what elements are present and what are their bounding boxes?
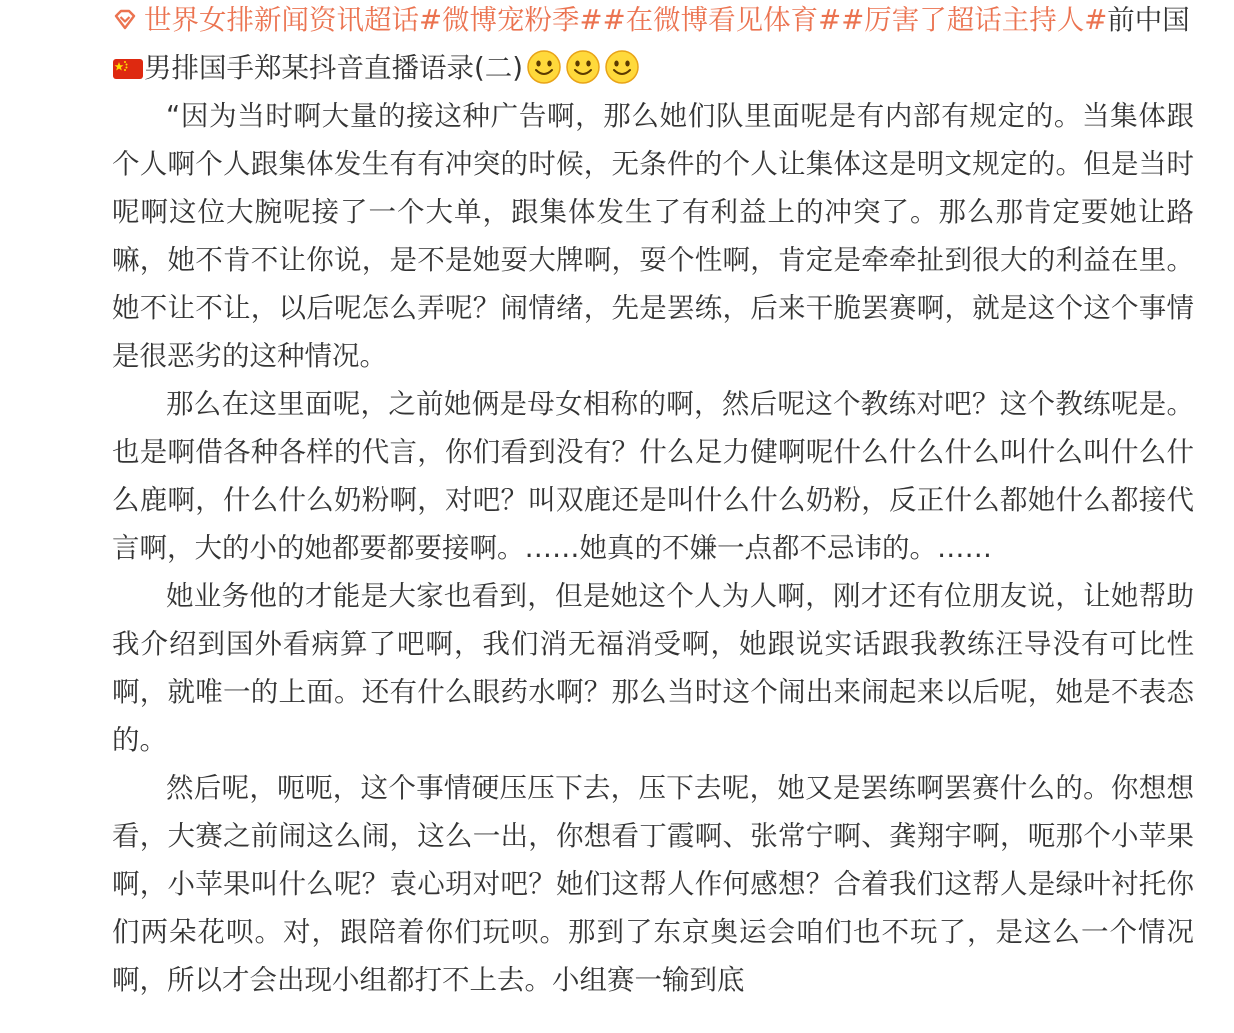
hashtag-link-sports[interactable]: #在微博看见体育# <box>602 4 842 36</box>
smiley-face-icon <box>565 49 601 85</box>
post-topics-line <box>112 0 1194 44</box>
post-paragraph: 然后呢，呃呃，这个事情硬压压下去，压下去呢，她又是罢练啊罢赛什么的。你想想看，大赛之前闹这么闹，这么一出，你想看丁霞啊、张常宁啊、龚翔宇啊，呃那个小苹果啊，小苹果叫什么呢？袁心玥对吧？她们这帮人作何感想？合着我们这帮人是绿叶衬托你们两朵花呗。对，跟陪着你们玩呗。那到了东京奥运会咱们也不玩了，是这么一个情况啊，所以才会出现小组都打不上去。小组赛一输到底 <box>112 772 1194 996</box>
supertopic-diamond-icon <box>112 7 138 33</box>
post-title-line <box>112 44 1194 92</box>
hashtag-link-fan-season[interactable]: #微博宠粉季# <box>419 4 603 36</box>
hashtag-link-host[interactable]: #厉害了超话主持人# <box>841 4 1108 36</box>
post-paragraph: 她业务他的才能是大家也看到，但是她这个人为人啊，刚才还有位朋友说，让她帮助我介绍到国外看病算了吧啊，我们消无福消受啊，她跟说实话跟我教练汪导没有可比性啊，就唯一的上面。还有什么眼药水啊？那么当时这个闹出来闹起来以后呢，她是不表态的。 <box>112 580 1194 756</box>
smiley-face-icon <box>604 49 640 85</box>
post-paragraph: 那么在这里面呢，之前她俩是母女相称的啊，然后呢这个教练对吧？这个教练呢是。也是啊借各种各样的代言，你们看到没有？什么足力健啊呢什么什么什么叫什么叫什么什么鹿啊，什么什么奶粉啊，对吧？叫双鹿还是叫什么什么奶粉，反正什么都她什么都接代言啊，大的小的她都要都要接啊。……她真的不嫌一点都不忌讳的。…… <box>112 388 1194 564</box>
supertopic-link[interactable]: 世界女排新闻资讯超话 <box>144 4 419 36</box>
post-paragraph: “因为当时啊大量的接这种广告啊，那么她们队里面呢是有内部有规定的。当集体跟个人啊个人跟集体发生有有冲突的时候，无条件的个人让集体这是明文规定的。但是当时呢啊这位大腕呢接了一个大单，跟集体发生了有利益上的冲突了。那么那肯定要她让路嘛，她不肯不让你说，是不是她耍大牌啊，耍个性啊，肯定是牵牵扯到很大的利益在里。她不让不让，以后呢怎么弄呢？闹情绪，先是罢练，后来干脆罢赛啊，就是这个这个事情是很恶劣的这种情况。 <box>112 100 1194 372</box>
emoji-group <box>523 52 640 84</box>
smiley-face-icon <box>526 49 562 85</box>
china-flag-icon <box>113 59 143 79</box>
weibo-post-body <box>112 0 1194 1004</box>
post-title-prefix: 前中国 <box>1107 4 1190 36</box>
post-title: 男排国手郑某抖音直播语录(二) <box>144 52 523 84</box>
